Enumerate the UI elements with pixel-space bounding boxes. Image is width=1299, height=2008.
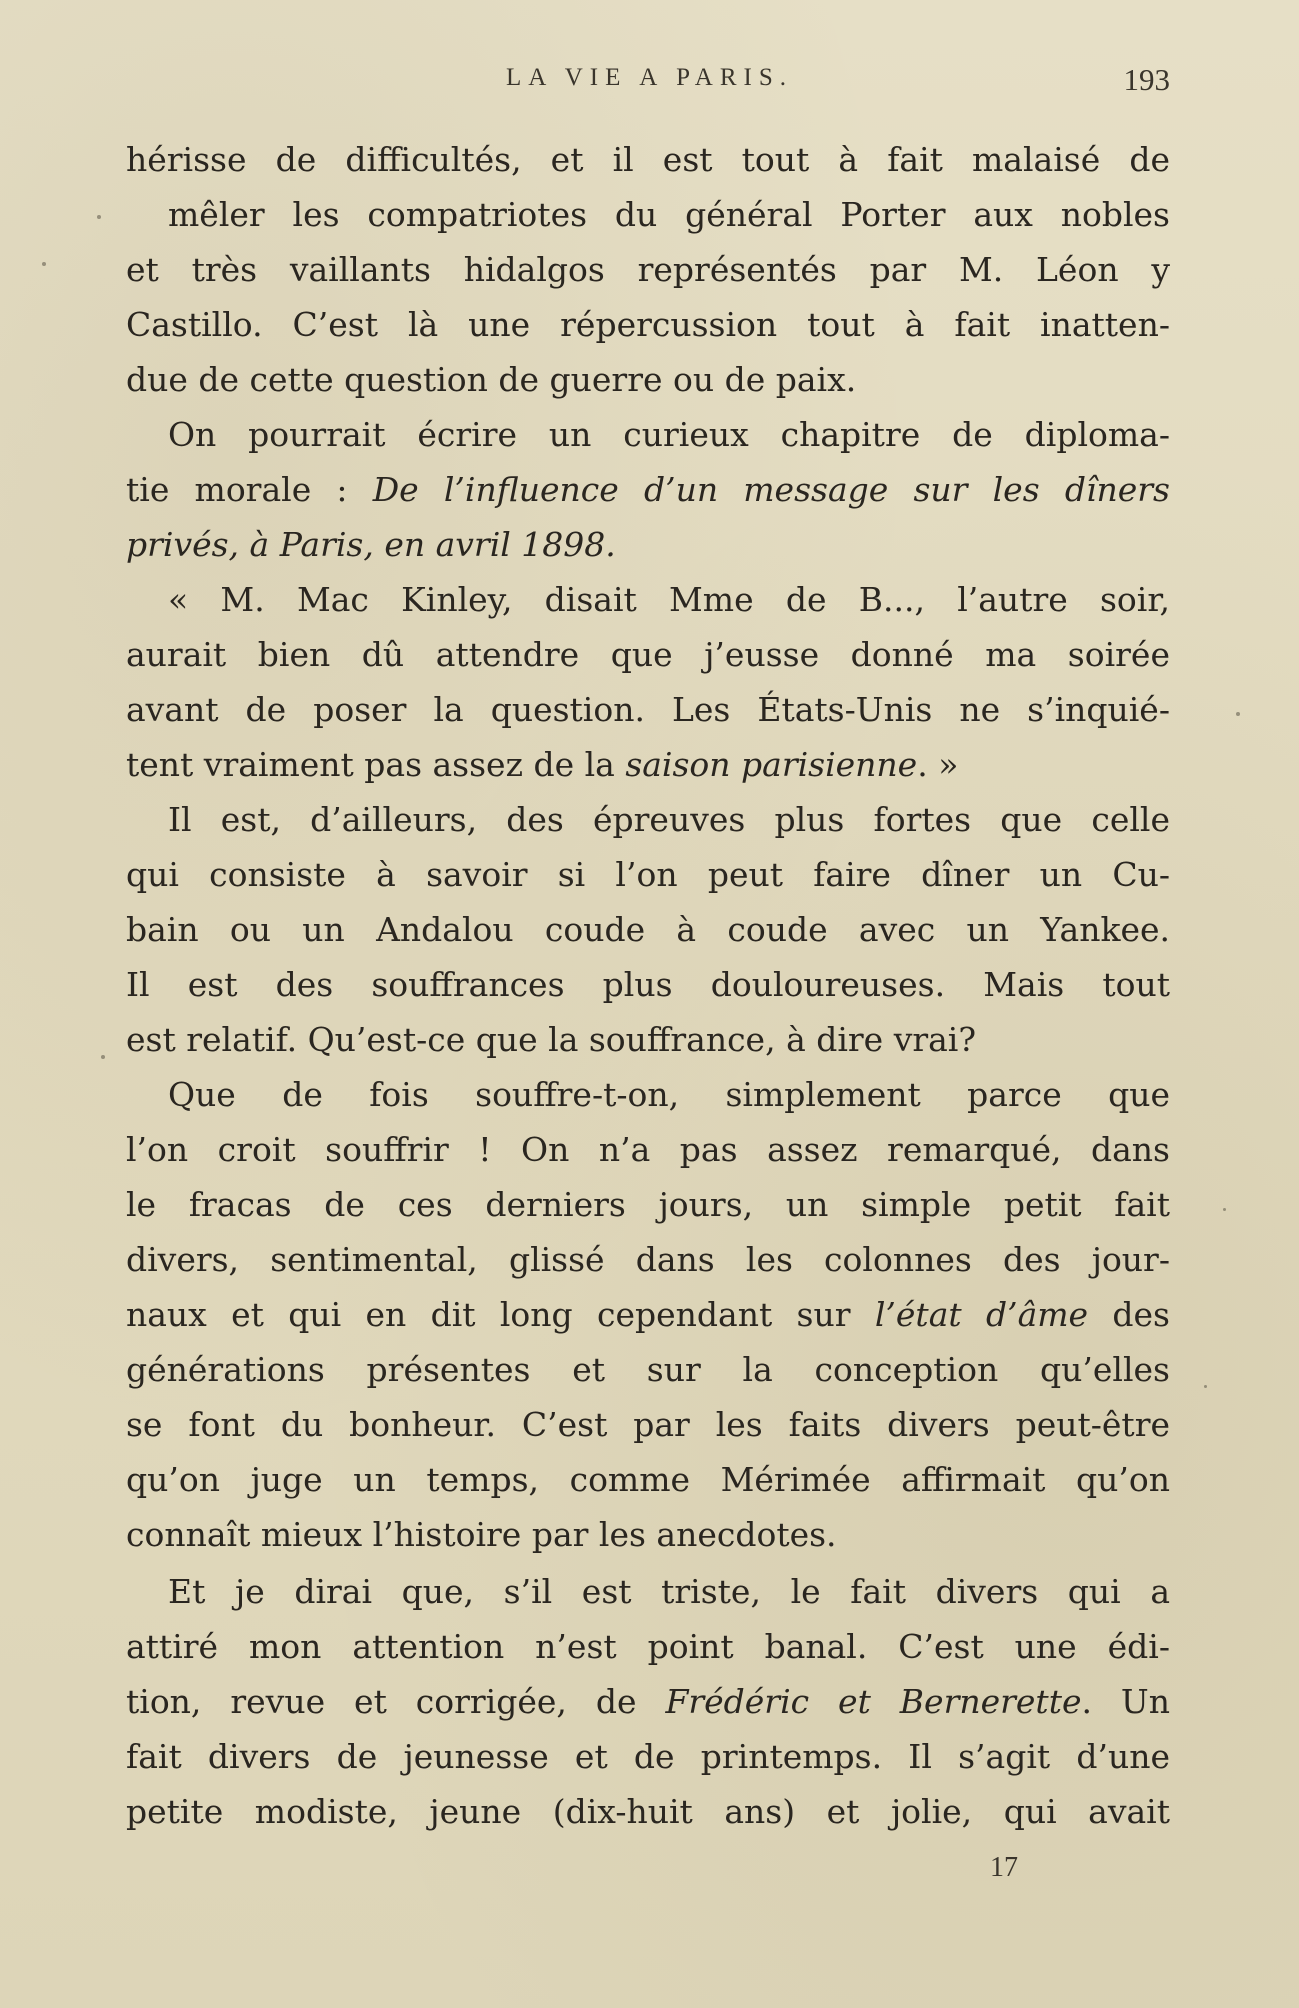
italic-run: privés, à Paris, en avril 1898. [126, 525, 616, 564]
text-line: se font du bonheur. C’est par les faits divers peut-être [126, 1405, 1170, 1444]
text-line: qui consiste à savoir si l’on peut faire dîner un Cu- [126, 855, 1170, 894]
text-run: des [1088, 1295, 1170, 1334]
text-run: . Un [1081, 1682, 1170, 1721]
paper-speck [1236, 712, 1240, 716]
text-line [126, 1287, 1170, 1342]
paper-speck [101, 1055, 105, 1059]
paper-speck [42, 262, 46, 266]
text-run: tion, revue et corrigée, de [126, 1682, 666, 1721]
text-line: aurait bien dû attendre que j’eusse donné ma soirée [126, 635, 1170, 674]
paragraph-start-line: Que de fois souffre-t-on, simplement parce que [168, 1075, 1170, 1114]
paper-speck [1204, 1385, 1207, 1388]
italic-run: De l’influence d’un message sur les dîners [372, 470, 1170, 509]
paragraph-start-line: « M. Mac Kinley, disait Mme de B..., l’autre soir, [168, 580, 1170, 619]
text-line: mêler les compatriotes du général Porter aux nobles [168, 195, 1170, 234]
text-run: naux et qui en dit long cependant sur [126, 1295, 875, 1334]
text-line: Castillo. C’est là une répercussion tout à fait inatten- [126, 305, 1170, 344]
text-line [126, 1674, 1170, 1729]
text-run: . » [917, 745, 959, 784]
text-line: l’on croit souffrir ! On n’a pas assez remarqué, dans [126, 1130, 1170, 1169]
text-line: et très vaillants hidalgos représentés par M. Léon y [126, 250, 1170, 289]
page-number: 193 [1123, 62, 1170, 97]
text-line: hérisse de difficultés, et il est tout à fait malaisé de [126, 140, 1170, 179]
text-line: divers, sentimental, glissé dans les colonnes des jour- [126, 1240, 1170, 1279]
italic-run: Frédéric et Bernerette [665, 1682, 1082, 1721]
running-head [0, 64, 1299, 104]
running-title: LA VIE A PARIS. [505, 64, 793, 91]
text-line [126, 737, 1170, 792]
text-line: générations présentes et sur la conception qu’elles [126, 1350, 1170, 1389]
text-line [126, 462, 1170, 517]
text-line: bain ou un Andalou coude à coude avec un Yankee. [126, 910, 1170, 949]
text-line: qu’on juge un temps, comme Mérimée affirmait qu’on [126, 1460, 1170, 1499]
text-line: petite modiste, jeune (dix-huit ans) et jolie, qui avait [126, 1792, 1170, 1831]
text-line: avant de poser la question. Les États-Unis ne s’inquié- [126, 690, 1170, 729]
paragraph-start-line: Il est, d’ailleurs, des épreuves plus fortes que celle [168, 800, 1170, 839]
text-run: tent vraiment pas assez de la [126, 745, 626, 784]
italic-run: l’état d’âme [874, 1295, 1089, 1334]
text-line: Il est des souffrances plus douloureuses. Mais tout [126, 965, 1170, 1004]
paper-speck [1223, 1208, 1226, 1211]
text-line: due de cette question de guerre ou de paix. [126, 360, 857, 399]
text-line: le fracas de ces derniers jours, un simple petit fait [126, 1185, 1170, 1224]
text-line: est relatif. Qu’est-ce que la souffrance, à dire vrai? [126, 1020, 977, 1059]
paragraph-start-line: On pourrait écrire un curieux chapitre de diploma- [168, 415, 1170, 454]
text-line [126, 517, 1170, 572]
text-line: connaît mieux l’histoire par les anecdotes. [126, 1515, 837, 1554]
paper-speck [97, 215, 101, 219]
text-run: tie morale : [126, 470, 373, 509]
signature-mark: 17 [990, 1852, 1018, 1883]
paragraph-start-line: Et je dirai que, s’il est triste, le fait divers qui a [168, 1572, 1170, 1611]
text-line: attiré mon attention n’est point banal. C’est une édi- [126, 1627, 1170, 1666]
text-line: fait divers de jeunesse et de printemps. Il s’agit d’une [126, 1737, 1170, 1776]
italic-run: saison parisienne [625, 745, 918, 784]
body-text [126, 132, 1170, 1839]
